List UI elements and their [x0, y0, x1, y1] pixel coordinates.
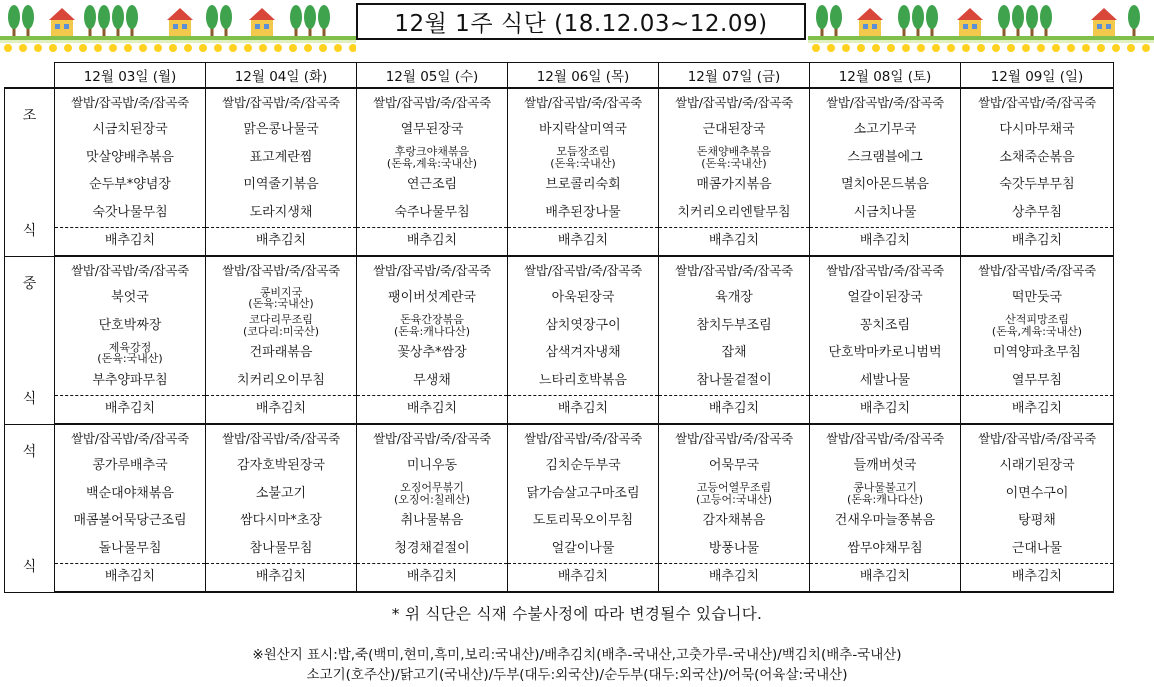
tree-icon [898, 5, 910, 36]
menu-item: 소불고기 [206, 480, 357, 508]
menu-item: 백순대야채볶음 [55, 480, 206, 508]
menu-item: 배추김치 [55, 395, 206, 424]
menu-item-line: 돈육간장볶음 [400, 313, 464, 327]
menu-item: 쌀밥/잡곡밥/죽/잡곡죽 [961, 88, 1114, 117]
menu-row [5, 312, 1114, 340]
menu-item: 청경채겉절이 [357, 535, 508, 563]
flower-icon [154, 44, 162, 52]
village-decoration-right [808, 0, 1154, 62]
tree-icon [304, 5, 316, 36]
menu-item: 근대나물 [961, 535, 1114, 563]
page-title: 12월 1주 식단 (18.12.03~12.09) [356, 3, 806, 40]
menu-item: 숙갓나물무침 [55, 199, 206, 227]
menu-item: 탕평채 [961, 508, 1114, 536]
menu-item-line: 모듬장조림 [556, 145, 610, 159]
menu-item-line: (오징어:칠레산) [393, 492, 471, 506]
day-header: 12월 05일 (수) [357, 63, 508, 89]
menu-item [55, 340, 206, 368]
flower-icon [842, 44, 850, 52]
menu-item: 배추김치 [508, 563, 659, 592]
menu-row [5, 340, 1114, 368]
menu-item: 쌀밥/잡곡밥/죽/잡곡죽 [508, 424, 659, 453]
flower-icon [259, 44, 267, 52]
menu-item-line: (돈육:국내산) [97, 352, 163, 366]
flower-icon [214, 44, 222, 52]
tree-icon [912, 5, 924, 36]
menu-item: 쌀밥/잡곡밥/죽/잡곡죽 [961, 256, 1114, 285]
menu-item: 쌀밥/잡곡밥/죽/잡곡죽 [810, 88, 961, 117]
flower-icon [1142, 44, 1150, 52]
menu-row [5, 480, 1114, 508]
menu-item: 소고기무국 [810, 117, 961, 145]
day-header: 12월 08일 (토) [810, 63, 961, 89]
menu-item: 브로콜리숙회 [508, 172, 659, 200]
menu-row [5, 285, 1114, 313]
menu-item: 매콤가지볶음 [659, 172, 810, 200]
flower-icon [4, 44, 12, 52]
menu-item: 방풍나물 [659, 535, 810, 563]
menu-item-line: (돈육:국내산) [701, 156, 767, 170]
menu-item-line: 콩나물불고기 [853, 481, 917, 495]
menu-row [5, 144, 1114, 172]
menu-item: 쌀밥/잡곡밥/죽/잡곡죽 [357, 88, 508, 117]
tree-icon [126, 5, 138, 36]
menu-item: 배추김치 [961, 395, 1114, 424]
flower-icon [79, 44, 87, 52]
menu-item: 다시마무채국 [961, 117, 1114, 145]
menu-item: 어묵무국 [659, 453, 810, 481]
menu-item [357, 480, 508, 508]
menu-item: 쌀밥/잡곡밥/죽/잡곡죽 [508, 256, 659, 285]
house-icon [249, 8, 275, 36]
meal-label-bottom: 식 [22, 222, 37, 239]
menu-item: 배추김치 [508, 227, 659, 256]
menu-row [5, 367, 1114, 395]
menu-item-line: (돈육:국내산) [550, 156, 616, 170]
tree-icon [22, 5, 34, 36]
menu-item: 건새우마늘쫑볶음 [810, 508, 961, 536]
menu-item: 배추김치 [508, 395, 659, 424]
menu-item: 김치순두부국 [508, 453, 659, 481]
menu-item: 느타리호박볶음 [508, 367, 659, 395]
menu-item: 아욱된장국 [508, 285, 659, 313]
origin-line: 소고기(호주산)/닭고기(국내산)/두부(대두:외국산)/순두부(대두:외국산)/어묵(어육살:국내산) [306, 667, 848, 683]
flower-icon [977, 44, 985, 52]
menu-item: 치커리오이무침 [206, 367, 357, 395]
flower-icon [1052, 44, 1060, 52]
menu-item [357, 312, 508, 340]
flower-icon [34, 44, 42, 52]
menu-item: 쌀밥/잡곡밥/죽/잡곡죽 [206, 256, 357, 285]
tree-icon [926, 5, 938, 36]
menu-item: 쌀밥/잡곡밥/죽/잡곡죽 [206, 88, 357, 117]
menu-item: 세발나물 [810, 367, 961, 395]
menu-item: 멸치아몬드볶음 [810, 172, 961, 200]
menu-item: 열무된장국 [357, 117, 508, 145]
menu-item [961, 312, 1114, 340]
menu-item: 미역양파초무침 [961, 340, 1114, 368]
menu-row [5, 88, 1114, 117]
tree-icon [84, 5, 96, 36]
header-banner [0, 0, 1154, 62]
menu-item: 스크램블에그 [810, 144, 961, 172]
origin-line: ※원산지 표시:밥,죽(백미,현미,흑미,보리:국내산)/배추김치(배추-국내산,고춧가루-국내산)/백김치(배추-국내산) [252, 647, 902, 663]
flower-icon [289, 44, 297, 52]
flower-icon [349, 44, 356, 52]
menu-item: 건파래볶음 [206, 340, 357, 368]
menu-item: 들깨버섯국 [810, 453, 961, 481]
menu-item: 배추김치 [659, 395, 810, 424]
meal-label-dinner [5, 424, 55, 592]
meal-label-bottom: 식 [22, 390, 37, 407]
menu-item [810, 480, 961, 508]
menu-item: 쌀밥/잡곡밥/죽/잡곡죽 [357, 424, 508, 453]
menu-item-line: (돈육:캐나다산) [846, 492, 924, 506]
menu-item: 도토리묵오이무침 [508, 508, 659, 536]
menu-item: 맛살양배추볶음 [55, 144, 206, 172]
day-header: 12월 03일 (월) [55, 63, 206, 89]
menu-item: 표고계란찜 [206, 144, 357, 172]
meal-label-top: 석 [22, 443, 37, 460]
menu-item-line: (돈육,계육:국내산) [991, 324, 1083, 338]
flower-icon [334, 44, 342, 52]
menu-item: 얼갈이나물 [508, 535, 659, 563]
meal-label-bottom: 식 [22, 558, 37, 575]
flower-icon [947, 44, 955, 52]
menu-item [357, 144, 508, 172]
menu-item: 매콤볼어묵당근조림 [55, 508, 206, 536]
menu-item: 감자채볶음 [659, 508, 810, 536]
tree-icon [830, 5, 842, 36]
tree-icon [816, 5, 828, 36]
flower-icon [1097, 44, 1105, 52]
tree-icon [112, 5, 124, 36]
menu-item-line: 코다리무조림 [249, 313, 313, 327]
tree-icon [998, 5, 1010, 36]
menu-item: 배추김치 [357, 395, 508, 424]
meal-label-top: 중 [22, 275, 37, 292]
menu-item: 맑은콩나물국 [206, 117, 357, 145]
menu-item: 배추김치 [961, 563, 1114, 592]
tree-icon [1040, 5, 1052, 36]
flower-icon [19, 44, 27, 52]
flower-icon [1067, 44, 1075, 52]
menu-item: 순두부*양념장 [55, 172, 206, 200]
menu-item: 취나물볶음 [357, 508, 508, 536]
day-header-row [5, 63, 1114, 89]
menu-item: 삼색겨자냉채 [508, 340, 659, 368]
menu-item: 시래기된장국 [961, 453, 1114, 481]
menu-item: 쌀밥/잡곡밥/죽/잡곡죽 [810, 256, 961, 285]
menu-item: 잡채 [659, 340, 810, 368]
flower-icon [932, 44, 940, 52]
tree-icon [290, 5, 302, 36]
menu-table [4, 62, 1114, 593]
village-decoration-left [0, 0, 356, 62]
flower-icon [962, 44, 970, 52]
menu-item [508, 144, 659, 172]
menu-item-line: (돈육,계육:국내산) [386, 156, 478, 170]
menu-item: 배추김치 [659, 227, 810, 256]
menu-item-line: 산적피망조림 [1005, 313, 1069, 327]
menu-item: 쌀밥/잡곡밥/죽/잡곡죽 [55, 88, 206, 117]
day-header: 12월 04일 (화) [206, 63, 357, 89]
menu-item: 시금치나물 [810, 199, 961, 227]
flower-icon [1082, 44, 1090, 52]
menu-item: 쌀밥/잡곡밥/죽/잡곡죽 [55, 256, 206, 285]
menu-item: 돌나물무침 [55, 535, 206, 563]
menu-item: 쌈무야채무침 [810, 535, 961, 563]
flower-icon [124, 44, 132, 52]
menu-item: 열무무침 [961, 367, 1114, 395]
menu-item: 바지락살미역국 [508, 117, 659, 145]
menu-item: 쌀밥/잡곡밥/죽/잡곡죽 [659, 424, 810, 453]
tree-icon [1128, 5, 1140, 36]
house-icon [167, 8, 193, 36]
menu-row [5, 199, 1114, 227]
menu-item: 쌀밥/잡곡밥/죽/잡곡죽 [659, 256, 810, 285]
menu-item: 팽이버섯계란국 [357, 285, 508, 313]
flower-icon [49, 44, 57, 52]
menu-row [5, 535, 1114, 563]
ground-strip [0, 36, 356, 43]
flower-icon [887, 44, 895, 52]
menu-item-line: 오징어무볶기 [400, 481, 464, 495]
menu-item: 배추김치 [55, 563, 206, 592]
menu-item: 쌀밥/잡곡밥/죽/잡곡죽 [810, 424, 961, 453]
menu-item: 도라지생채 [206, 199, 357, 227]
menu-item: 쌀밥/잡곡밥/죽/잡곡죽 [357, 256, 508, 285]
menu-row [5, 563, 1114, 592]
menu-item-line: 후랑크야채볶음 [394, 145, 470, 159]
meal-label-breakfast [5, 88, 55, 256]
flower-icon [169, 44, 177, 52]
menu-row [5, 395, 1114, 424]
menu-item: 단호박짜장 [55, 312, 206, 340]
menu-item: 배추김치 [810, 395, 961, 424]
house-icon [49, 8, 75, 36]
menu-item: 쌀밥/잡곡밥/죽/잡곡죽 [206, 424, 357, 453]
flower-icon [319, 44, 327, 52]
menu-item: 쌀밥/잡곡밥/죽/잡곡죽 [508, 88, 659, 117]
ground-strip [808, 36, 1154, 43]
flower-icon [872, 44, 880, 52]
menu-item [206, 312, 357, 340]
menu-item: 쌀밥/잡곡밥/죽/잡곡죽 [55, 424, 206, 453]
flower-icon [812, 44, 820, 52]
menu-item: 미니우동 [357, 453, 508, 481]
flower-icon [1007, 44, 1015, 52]
menu-row [5, 508, 1114, 536]
day-header: 12월 07일 (금) [659, 63, 810, 89]
menu-item: 감자호박된장국 [206, 453, 357, 481]
tree-icon [98, 5, 110, 36]
menu-row [5, 172, 1114, 200]
flower-icon [139, 44, 147, 52]
menu-item: 배추김치 [810, 563, 961, 592]
menu-item: 배추된장나물 [508, 199, 659, 227]
menu-item: 떡만둣국 [961, 285, 1114, 313]
menu-item: 배추김치 [206, 395, 357, 424]
change-notice: * 위 식단은 식재 수불사정에 따라 변경될수 있습니다. [391, 605, 763, 623]
flower-icon [1037, 44, 1045, 52]
menu-item: 쌀밥/잡곡밥/죽/잡곡죽 [659, 88, 810, 117]
menu-item-line: (고등어:국내산) [695, 492, 773, 506]
tree-icon [1026, 5, 1038, 36]
menu-item: 상추무침 [961, 199, 1114, 227]
menu-row [5, 453, 1114, 481]
tree-icon [8, 5, 20, 36]
house-icon [1091, 8, 1117, 36]
menu-item-line: (돈육:캐나다산) [393, 324, 471, 338]
menu-item [206, 285, 357, 313]
menu-item: 치커리오리엔탈무침 [659, 199, 810, 227]
menu-item: 숙갓두부무침 [961, 172, 1114, 200]
menu-item: 시금치된장국 [55, 117, 206, 145]
menu-item: 배추김치 [55, 227, 206, 256]
menu-item: 배추김치 [659, 563, 810, 592]
flower-icon [274, 44, 282, 52]
menu-item: 꽁치조림 [810, 312, 961, 340]
tree-icon [1012, 5, 1024, 36]
menu-item: 부추양파무침 [55, 367, 206, 395]
flower-icon [902, 44, 910, 52]
tree-icon [220, 5, 232, 36]
menu-item: 육개장 [659, 285, 810, 313]
menu-item: 단호박마카로니범벅 [810, 340, 961, 368]
flower-icon [1022, 44, 1030, 52]
flower-icon [229, 44, 237, 52]
flower-icon [827, 44, 835, 52]
menu-row [5, 424, 1114, 453]
menu-item-line: 고등어열무조림 [696, 481, 772, 495]
menu-item: 숙주나물무침 [357, 199, 508, 227]
menu-item: 배추김치 [810, 227, 961, 256]
menu-item: 쌈다시마*초장 [206, 508, 357, 536]
menu-item: 북엇국 [55, 285, 206, 313]
flower-icon [64, 44, 72, 52]
menu-item: 참나물무침 [206, 535, 357, 563]
menu-item: 얼갈이된장국 [810, 285, 961, 313]
flower-icon [109, 44, 117, 52]
menu-item: 삼치엿장구이 [508, 312, 659, 340]
flower-icon [1112, 44, 1120, 52]
menu-item: 참나물겉절이 [659, 367, 810, 395]
menu-item: 배추김치 [357, 227, 508, 256]
menu-item-line: 돈채양배추볶음 [696, 145, 772, 159]
flower-icon [184, 44, 192, 52]
flower-icon [94, 44, 102, 52]
menu-item: 근대된장국 [659, 117, 810, 145]
menu-item: 꽃상추*쌈장 [357, 340, 508, 368]
menu-item: 무생채 [357, 367, 508, 395]
menu-item: 배추김치 [206, 227, 357, 256]
menu-row [5, 256, 1114, 285]
menu-item: 콩가루배추국 [55, 453, 206, 481]
menu-item [659, 480, 810, 508]
tree-icon [318, 5, 330, 36]
menu-item: 연근조림 [357, 172, 508, 200]
menu-item: 쌀밥/잡곡밥/죽/잡곡죽 [961, 424, 1114, 453]
meal-label-lunch [5, 256, 55, 424]
house-icon [857, 8, 883, 36]
menu-item: 배추김치 [206, 563, 357, 592]
menu-item-line: (돈육:국내산) [248, 297, 314, 311]
menu-item-line: 제육강정 [108, 340, 152, 354]
menu-item-line: (코다리:미국산) [242, 324, 320, 338]
menu-item [659, 144, 810, 172]
meal-label-top: 조 [22, 107, 37, 124]
menu-item: 배추김치 [961, 227, 1114, 256]
menu-item-line: 콩비지국 [259, 285, 303, 299]
menu-item: 소채죽순볶음 [961, 144, 1114, 172]
flower-icon [857, 44, 865, 52]
menu-item: 미역줄기볶음 [206, 172, 357, 200]
day-header: 12월 06일 (목) [508, 63, 659, 89]
menu-item: 닭가슴살고구마조림 [508, 480, 659, 508]
flower-icon [199, 44, 207, 52]
flower-icon [304, 44, 312, 52]
menu-item: 배추김치 [357, 563, 508, 592]
menu-row [5, 227, 1114, 256]
flower-icon [917, 44, 925, 52]
menu-item: 이면수구이 [961, 480, 1114, 508]
menu-item: 참치두부조림 [659, 312, 810, 340]
menu-row [5, 117, 1114, 145]
flower-icon [1127, 44, 1135, 52]
house-icon [957, 8, 983, 36]
flower-icon [992, 44, 1000, 52]
day-header: 12월 09일 (일) [961, 63, 1114, 89]
origin-notice [0, 645, 1154, 685]
tree-icon [206, 5, 218, 36]
corner-cell [5, 63, 55, 89]
flower-icon [244, 44, 252, 52]
